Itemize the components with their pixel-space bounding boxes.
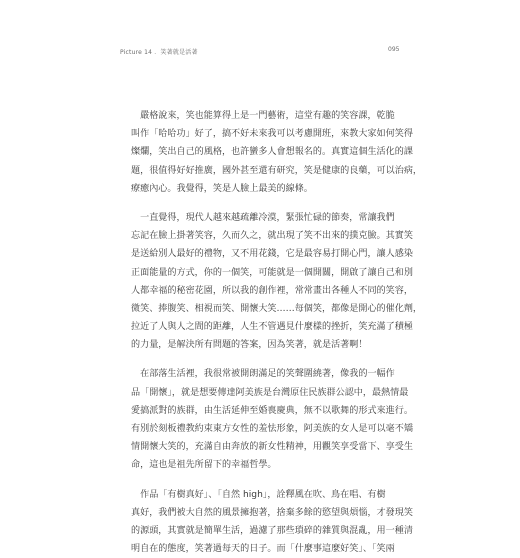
text-line: 療癒內心。我覺得，笑是人臉上最美的線條。 bbox=[131, 183, 313, 194]
text-line: 忘記在臉上掛著笑容，久而久之，就出現了笑不出來的撲克臉。其實笑 bbox=[131, 231, 413, 242]
page-number: 095 bbox=[388, 46, 400, 53]
text-line: 微笑、捧腹笑、相視而笑、開懷大笑……每個笑，都像是開心的催化劑， bbox=[131, 303, 423, 314]
text-line: 燦爛，笑出自己的風格，也許蠻多人會想報名的。真實這個生活化的課 bbox=[131, 147, 413, 158]
running-title: Picture 14 ．笑著就是活著 bbox=[120, 49, 198, 56]
paragraph-1 bbox=[131, 107, 423, 198]
text-line: 拉近了人與人之間的距離，人生不管遇見什麼樣的挫折，笑充滿了積極 bbox=[131, 322, 413, 333]
text-line: 真好，我們被大自然的風景擁抱著，捨棄多餘的慾望與煩惱，才發現笑 bbox=[131, 507, 413, 518]
text-line: 品「開懷」，就是想要傳達阿美族是台灣原住民族群公認中，最熱情最 bbox=[131, 387, 409, 398]
text-line: 的力量，是解決所有問題的答案，因為笑著，就是活著啊！ bbox=[131, 340, 368, 351]
text-line: 有別於刻板禮教約束東方女性的羞怯形象，阿美族的女人是可以毫不矯 bbox=[131, 424, 413, 434]
text-line: 一直覺得，現代人越來越疏離冷漠，緊張忙碌的節奏，常讓我們 bbox=[131, 212, 395, 223]
text-line: 嚴格說來，笑也能算得上是一門藝術，這堂有趣的笑容課，乾脆 bbox=[131, 111, 395, 121]
text-line: 愛搞派對的族群，由生活延伸至婚喪慶典，無不以歌舞的形式來進行。 bbox=[131, 405, 413, 416]
text-line: 題，很值得好好推廣，國外甚至還有研究，笑是健康的良藥，可以治病， bbox=[131, 165, 423, 176]
text-line: 叫作「哈哈功」好了，搞不好未來我可以考慮開班，來教大家如何笑得 bbox=[131, 129, 413, 140]
text-line: 是送給別人最好的禮物，又不用花錢，它是最容易打開心門，讓人感染 bbox=[131, 249, 413, 260]
text-line: 的源頭，其實就是簡單生活，過濾了那些瑣碎的雜質與混亂，用一種清 bbox=[131, 525, 413, 536]
text-line: 人都幸福的秘密花園，所以我的創作裡，常常畫出各種人不同的笑容， bbox=[131, 285, 413, 296]
text-line: 正面能量的方式，你的一個笑，可能就是一個開關，開啟了讓自己和別 bbox=[131, 267, 413, 278]
text-line: 明自在的態度，笑著過每天的日子。而「什麼事這麼好笑」、「笑兩 bbox=[131, 544, 395, 555]
body-text bbox=[131, 107, 423, 558]
paragraph-2 bbox=[131, 209, 423, 355]
text-line: 作品「有樹真好」、「自然 high」，詮釋風在吹、鳥在唱、有樹 bbox=[131, 489, 386, 500]
paragraph-4 bbox=[131, 486, 413, 558]
text-line: 情開懷大笑的，充滿自由奔放的新女性精神，用觀笑享受當下、享受生 bbox=[131, 442, 413, 453]
text-line: 在部落生活裡，我很常被開朗滿足的笑聲圍繞著，像我的一幅作 bbox=[131, 369, 395, 380]
paragraph-3 bbox=[131, 365, 413, 474]
text-line: 命，這也是祖先所留下的幸福哲學。 bbox=[131, 460, 277, 471]
